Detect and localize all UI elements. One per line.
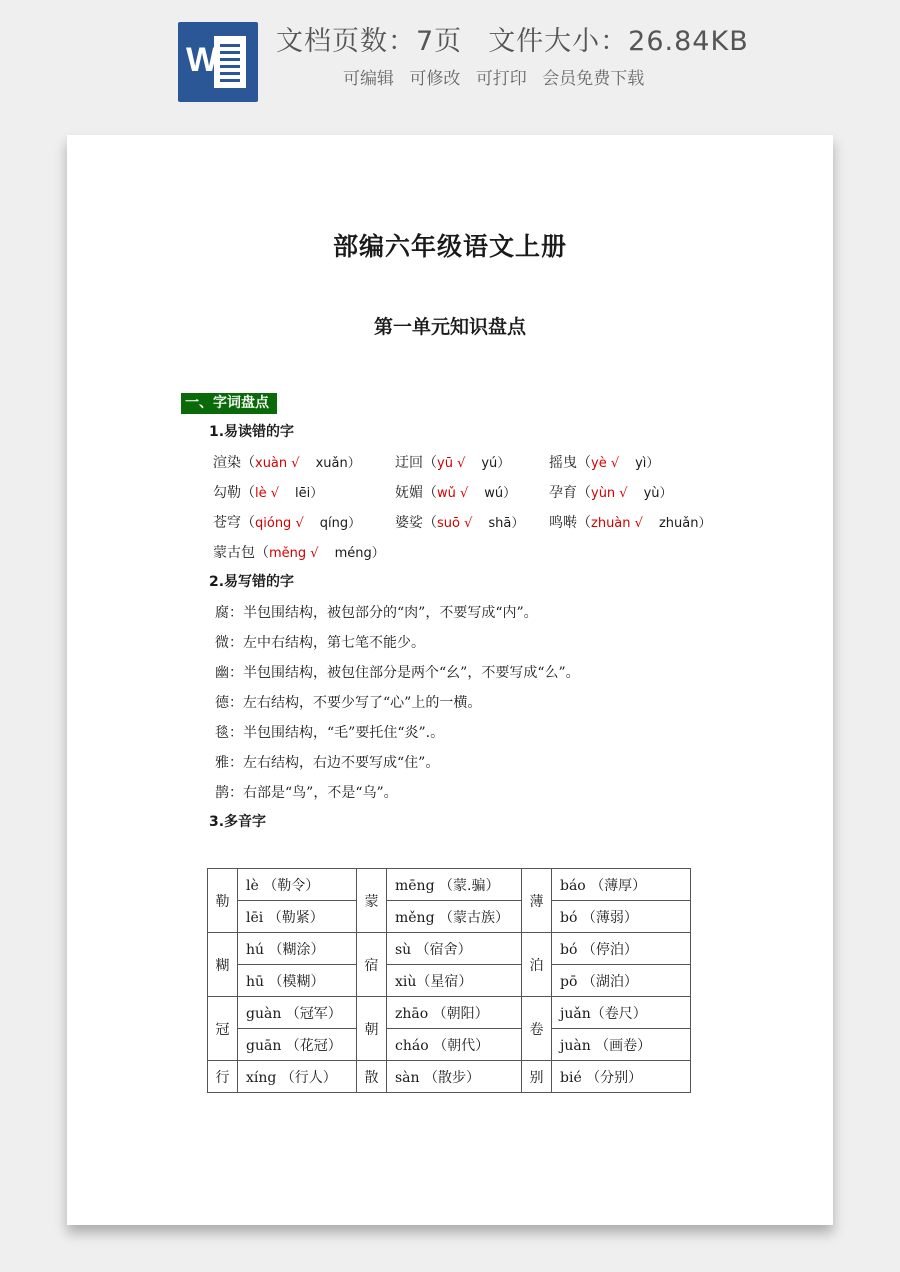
table-row <box>208 1029 691 1061</box>
polyphone-table <box>207 868 691 1093</box>
correct-pinyin: xuàn √ <box>255 456 300 471</box>
wrong-pinyin: qíng） <box>319 516 362 531</box>
correct-pinyin: lè √ <box>255 486 280 501</box>
word-document-icon <box>178 22 258 102</box>
feature-member-download: 会员免费下载 <box>542 69 645 89</box>
correct-pinyin: suō √ <box>437 516 473 531</box>
table-row <box>208 869 691 901</box>
correct-pinyin: yùn √ <box>591 486 628 501</box>
table-character: 泊 <box>522 933 552 997</box>
table-character: 朝 <box>357 997 387 1061</box>
correct-pinyin: wǔ √ <box>437 486 469 501</box>
word-text: 妩媚（ <box>395 485 437 501</box>
wrong-pinyin: zhuǎn） <box>658 516 712 531</box>
writing-note: 腐：半包围结构，被包部分的“肉”，不要写成“内”。 <box>215 605 538 621</box>
table-reading: juàn （画卷） <box>552 1029 691 1061</box>
table-character: 冠 <box>208 997 238 1061</box>
table-reading: hū （模糊） <box>238 965 357 997</box>
file-size: 文件大小：26.84KB <box>488 26 749 57</box>
word-text: 蒙古包（ <box>213 545 269 561</box>
table-reading: bié （分别） <box>552 1061 691 1093</box>
table-reading: mēng （蒙.骗） <box>387 869 522 901</box>
table-character: 宿 <box>357 933 387 997</box>
pronunciation-item <box>213 538 385 569</box>
writing-note: 德：左右结构，不要少写了“心”上的一横。 <box>215 695 482 711</box>
pronunciation-row <box>213 508 813 538</box>
table-reading: lēi （勒紧） <box>238 901 357 933</box>
wrong-pinyin: yú） <box>481 456 511 471</box>
table-character: 散 <box>357 1061 387 1093</box>
table-reading: pō （湖泊） <box>552 965 691 997</box>
document-title: 部编六年级语文上册 <box>332 232 567 261</box>
subheading-misread: 1.易读错的字 <box>209 424 295 440</box>
writing-note: 鹊：右部是“鸟”，不是“乌”。 <box>215 785 398 801</box>
table-reading: zhāo （朝阳） <box>387 997 522 1029</box>
wrong-pinyin: yù） <box>643 486 673 501</box>
word-text: 勾勒（ <box>213 485 255 501</box>
pronunciation-item <box>395 508 524 539</box>
pronunciation-item <box>213 508 361 539</box>
correct-pinyin: měng √ <box>269 546 319 561</box>
correct-pinyin: yū √ <box>437 456 466 471</box>
table-reading: xíng （行人） <box>238 1061 357 1093</box>
feature-editable: 可编辑 <box>343 69 394 89</box>
table-reading: hú （糊涂） <box>238 933 357 965</box>
table-reading: guàn （冠军） <box>238 997 357 1029</box>
word-text: 孕育（ <box>549 485 591 501</box>
table-row <box>208 901 691 933</box>
document-subtitle: 第一单元知识盘点 <box>373 316 526 338</box>
pronunciation-row <box>213 478 813 508</box>
table-character: 糊 <box>208 933 238 997</box>
feature-modifiable: 可修改 <box>409 69 461 89</box>
pronunciation-row <box>213 448 813 478</box>
subheading-polyphones: 3.多音字 <box>209 814 267 830</box>
table-reading: xiù（星宿） <box>387 965 522 997</box>
word-text: 苍穹（ <box>213 515 255 531</box>
table-character: 薄 <box>522 869 552 933</box>
table-reading: báo （薄厚） <box>552 869 691 901</box>
pronunciation-item <box>213 478 323 509</box>
wrong-pinyin: yì） <box>635 456 660 471</box>
writing-note: 微：左中右结构，第七笔不能少。 <box>215 635 425 651</box>
table-character: 勒 <box>208 869 238 933</box>
header-banner <box>0 0 900 120</box>
word-text: 婆娑（ <box>395 515 437 531</box>
section-heading: 一、字词盘点 <box>181 393 277 414</box>
correct-pinyin: zhuàn √ <box>591 516 643 531</box>
table-character: 蒙 <box>357 869 387 933</box>
table-reading: guān （花冠） <box>238 1029 357 1061</box>
table-reading: sàn （散步） <box>387 1061 522 1093</box>
writing-note: 毯：半包围结构，“毛”要托住“炎”.。 <box>215 725 445 741</box>
writing-note: 雅：左右结构，右边不要写成“住”。 <box>215 755 440 771</box>
document-page <box>67 135 833 1225</box>
correct-pinyin: qióng √ <box>255 516 304 531</box>
table-row <box>208 997 691 1029</box>
word-text: 鸣啭（ <box>549 515 591 531</box>
wrong-pinyin: shā） <box>488 516 525 531</box>
subheading-miswritten: 2.易写错的字 <box>209 574 295 590</box>
table-reading: bó （停泊） <box>552 933 691 965</box>
word-text: 摇曳（ <box>549 455 591 471</box>
table-reading: sù （宿舍） <box>387 933 522 965</box>
wrong-pinyin: xuǎn） <box>315 456 361 471</box>
table-row <box>208 1061 691 1093</box>
pronunciation-item <box>549 478 673 509</box>
pronunciation-item <box>213 448 361 479</box>
correct-pinyin: yè √ <box>591 456 620 471</box>
pronunciation-item <box>549 448 659 479</box>
table-reading: měng （蒙古族） <box>387 901 522 933</box>
wrong-pinyin: méng） <box>334 546 385 561</box>
table-row <box>208 965 691 997</box>
pronunciation-item <box>395 478 516 509</box>
table-row <box>208 933 691 965</box>
word-text: 迂回（ <box>395 455 437 471</box>
wrong-pinyin: lēi） <box>295 486 324 501</box>
word-logo-letter: W <box>186 41 219 79</box>
feature-list <box>343 66 654 92</box>
word-text: 渲染（ <box>213 455 255 471</box>
wrong-pinyin: wú） <box>484 486 517 501</box>
table-reading: bó （薄弱） <box>552 901 691 933</box>
page-count: 文档页数：7页 <box>276 26 463 57</box>
writing-note: 幽：半包围结构，被包住部分是两个“幺”，不要写成“么”。 <box>215 665 580 681</box>
table-character: 行 <box>208 1061 238 1093</box>
table-reading: juǎn（卷尺） <box>552 997 691 1029</box>
table-reading: lè （勒令） <box>238 869 357 901</box>
document-meta <box>276 22 836 62</box>
pronunciation-item <box>549 508 711 539</box>
feature-printable: 可打印 <box>475 69 527 89</box>
pronunciation-item <box>395 448 510 479</box>
table-reading: cháo （朝代） <box>387 1029 522 1061</box>
table-character: 别 <box>522 1061 552 1093</box>
pronunciation-row <box>213 538 813 568</box>
table-character: 卷 <box>522 997 552 1061</box>
